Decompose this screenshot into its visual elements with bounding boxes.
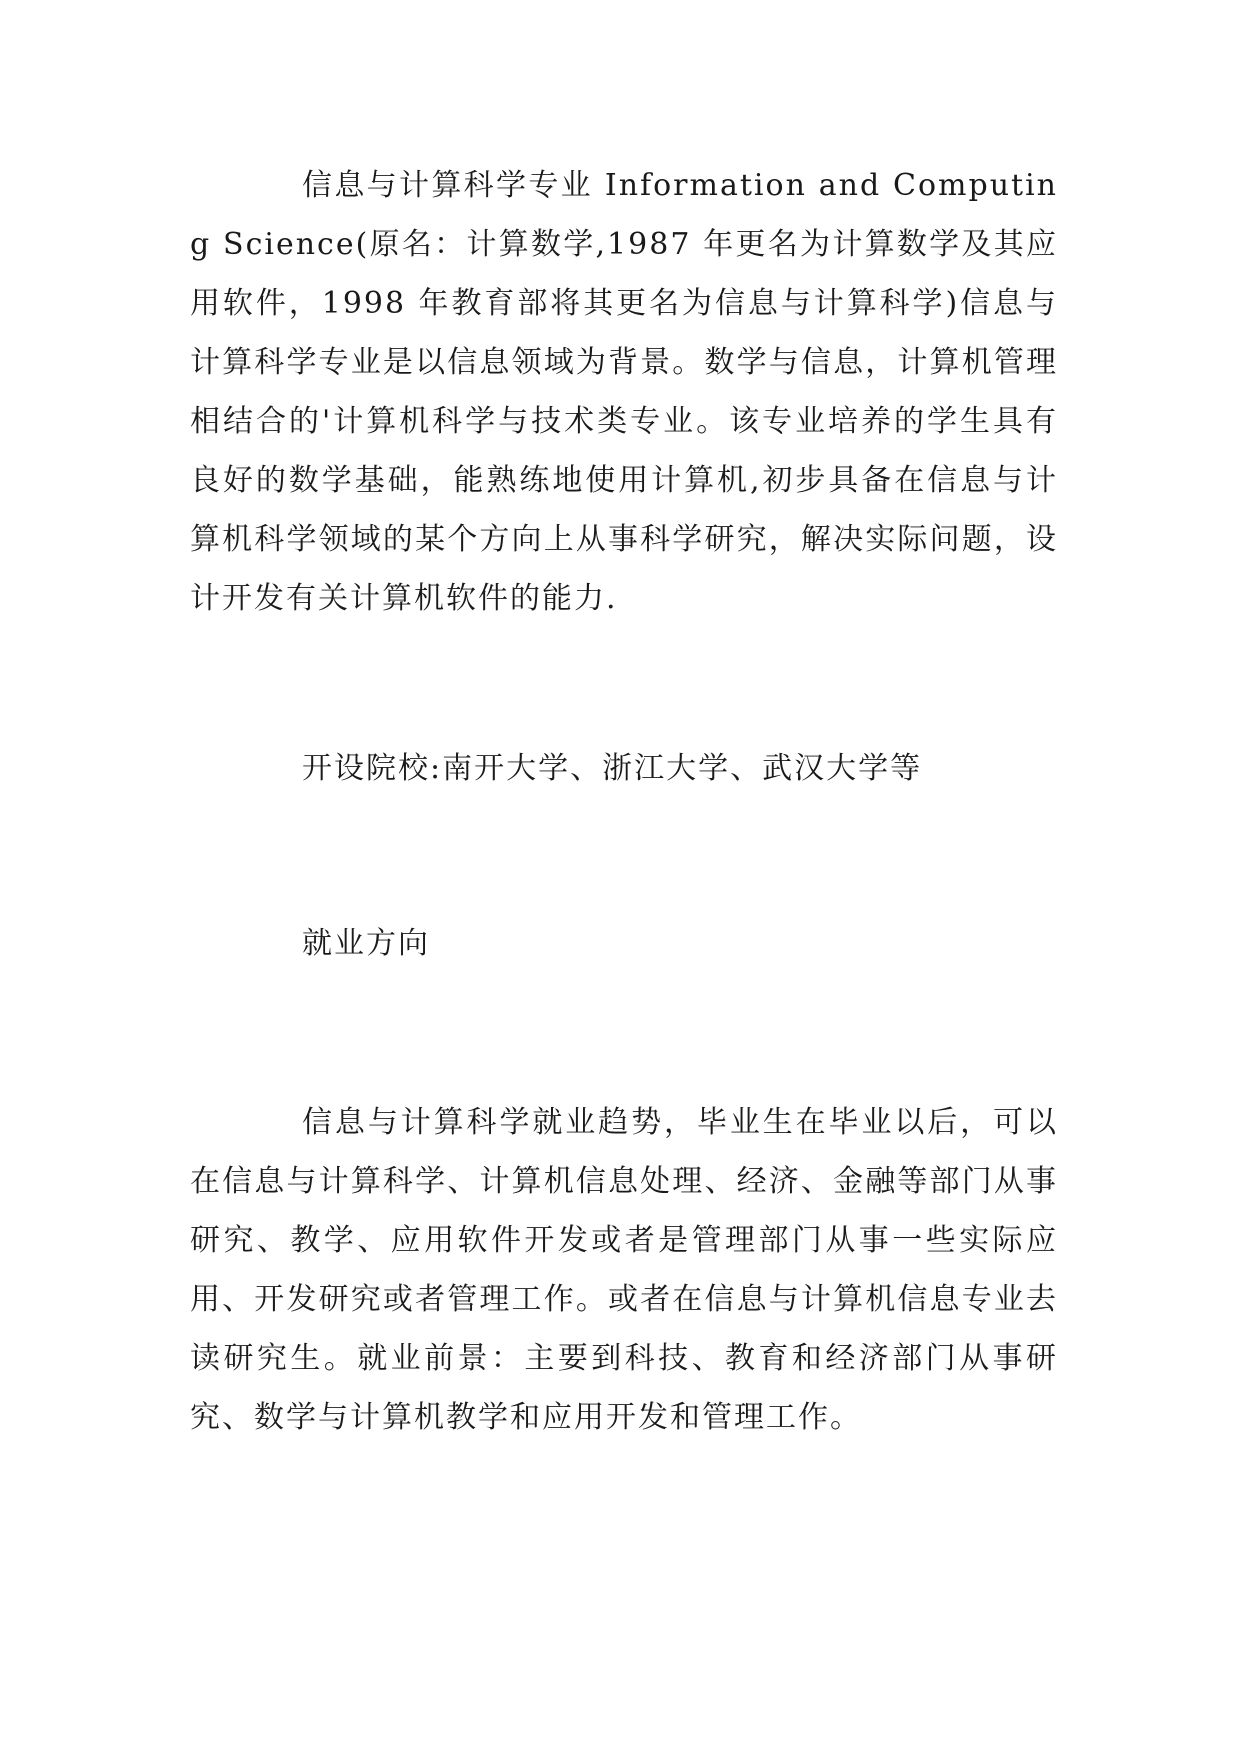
section-heading-employment: 就业方向: [302, 926, 430, 961]
paragraph-universities: 开设院校:南开大学、浙江大学、武汉大学等: [302, 751, 923, 786]
paragraph-employment-outlook: 信息与计算科学就业趋势，毕业生在毕业以后，可以在信息与计算科学、计算机信息处理、经济、金融等部门从事研究、教学、应用软件开发或者是管理部门从事一些实际应用、开发研究或者管理工作。或者在信息与计算机信息专业去读研究生。就业前景：主要到科技、教育和经济部门从事研究、数学与计算机教学和应用开发和管理工作。: [190, 1105, 1058, 1435]
paragraph-major-intro: 信息与计算科学专业 Information and Computing Science(原名：计算数学,1987 年更名为计算数学及其应用软件，1998 年教育部将其更名为信息与计算科学)信息与计算科学专业是以信息领域为背景。数学与信息，计算机管理相结合的'计算机科学与技术类专业。该专业培养的学生具有良好的数学基础，能熟练地使用计算机,初步具备在信息与计算机科学领域的某个方向上从事科学研究，解决实际问题，设计开发有关计算机软件的能力.: [190, 168, 1058, 616]
